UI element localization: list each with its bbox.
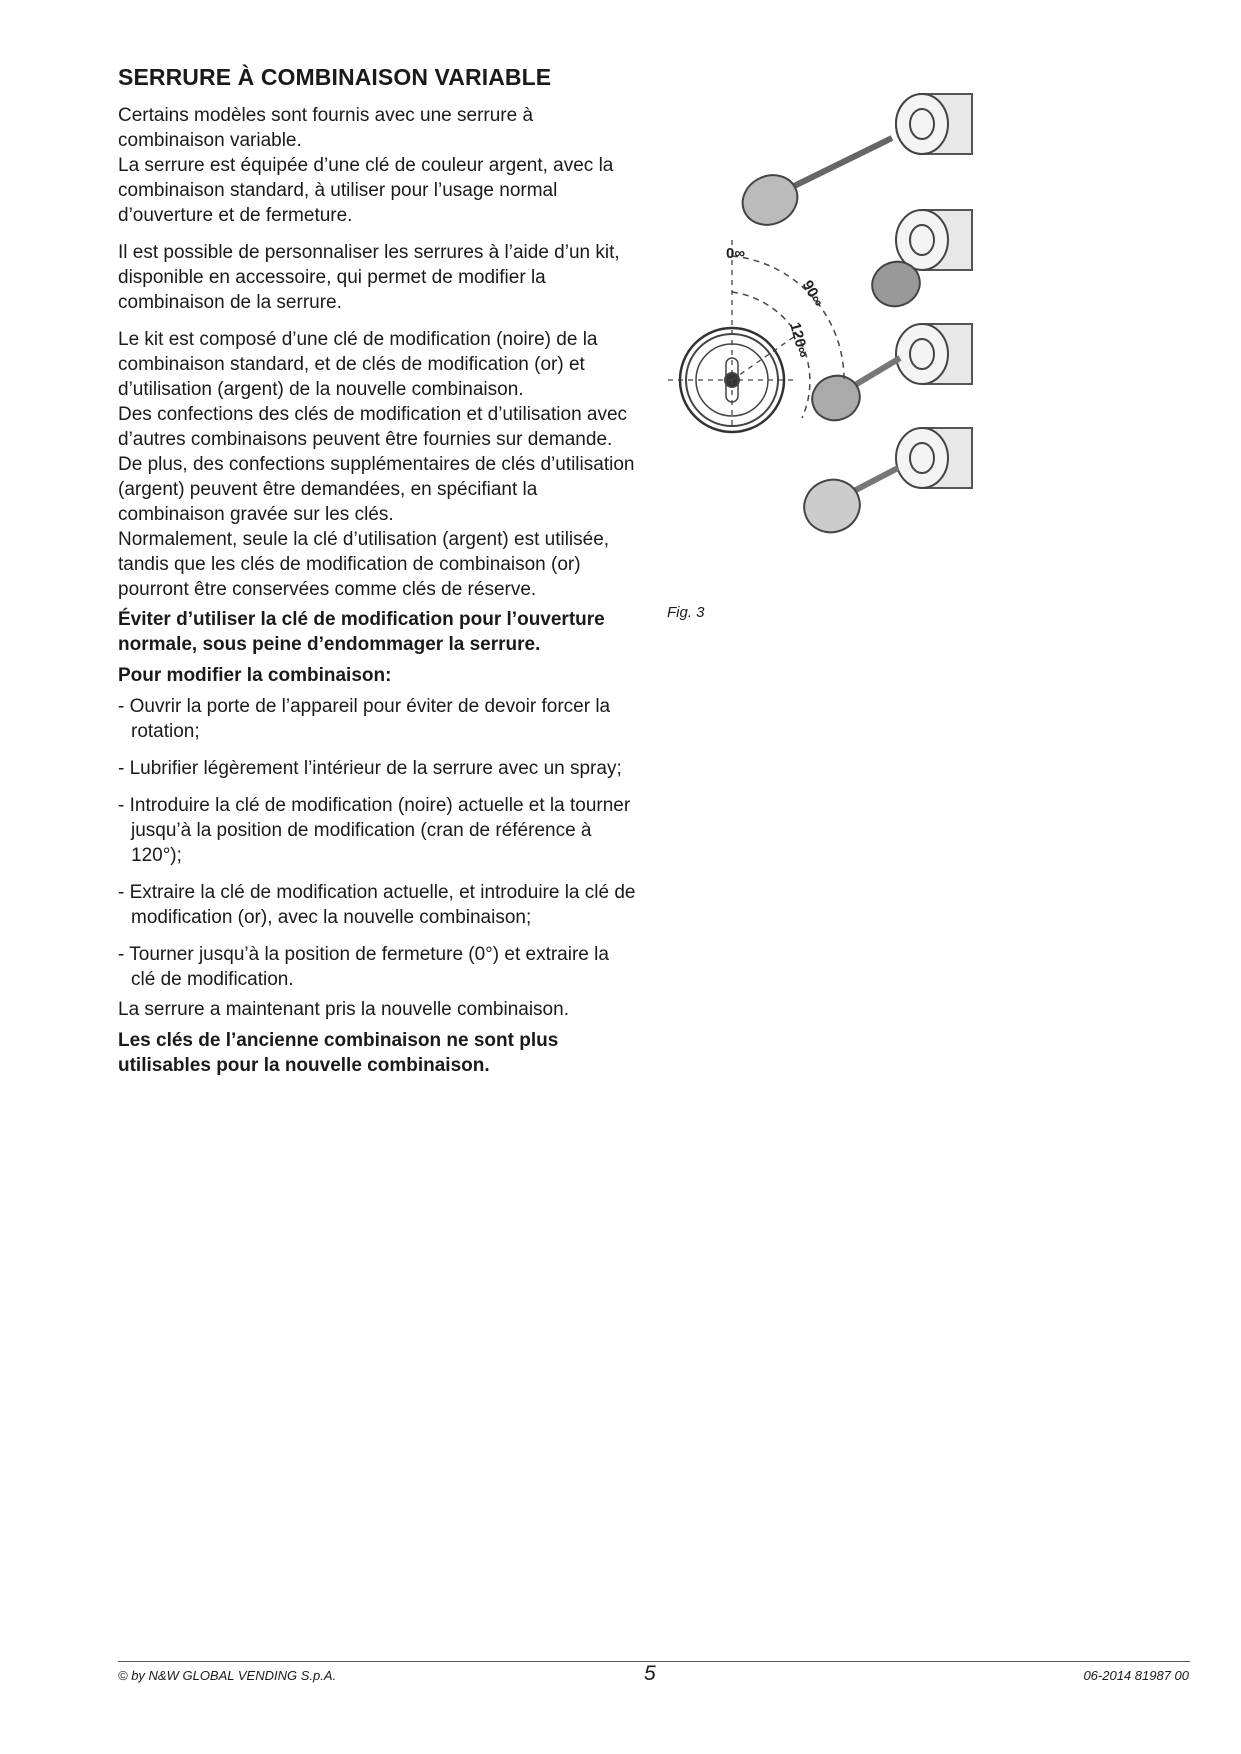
lock-figure: [660, 88, 1020, 588]
lock-cylinder-2: [866, 210, 972, 313]
list-item: - Extraire la clé de modification actuelle, et introduire la clé de modification (or), avec la nouvelle combinaison;: [118, 882, 636, 928]
paragraph: Il est possible de personnaliser les serrures à l’aide d’un kit, disponible en accessoire, qui permet de modifier la combinaison de la serrure.: [118, 242, 620, 313]
paragraph: La serrure est équipée d’une clé de couleur argent, avec la combinaison standard, à utiliser pour l’usage normal d’ouverture et de fermeture.: [118, 155, 614, 226]
steps-heading: Pour modifier la combinaison:: [118, 665, 392, 686]
angle-label-120: 120∞: [786, 320, 812, 360]
list-item: - Introduire la clé de modification (noire) actuelle et la tourner jusqu’à la position de modification (cran de référence à 120°);: [118, 795, 631, 866]
warning-text: Éviter d’utiliser la clé de modification pour l’ouverture normale, sous peine d’endommager la serrure.: [118, 609, 605, 655]
final-note: Les clés de l’ancienne combinaison ne sont plus utilisables pour la nouvelle combinaison.: [118, 1030, 559, 1076]
angle-label-0: 0∞: [726, 245, 746, 262]
lock-cylinder-3: [806, 324, 972, 427]
main-text-column: [118, 64, 638, 1090]
paragraph: De plus, des confections supplémentaires de clés d’utilisation (argent) peuvent être demandées, en spécifiant la combinaison gravée sur les clés.: [118, 454, 635, 525]
paragraph: Des confections des clés de modification et d’utilisation avec d’autres combinaisons peuvent être fournies sur demande.: [118, 404, 628, 450]
footer-doc-ref: 06-2014 81987 00: [1083, 1668, 1189, 1683]
page-number: 5: [644, 1662, 656, 1685]
paragraph: Certains modèles sont fournis avec une serrure à combinaison variable.: [118, 105, 534, 151]
conclusion-text: La serrure a maintenant pris la nouvelle combinaison.: [118, 999, 569, 1020]
angle-label-90: 90∞: [798, 277, 827, 310]
steps-list: [118, 694, 638, 992]
footer-copyright: © by N&W GLOBAL VENDING S.p.A.: [118, 1668, 337, 1683]
page-title: SERRURE À COMBINAISON VARIABLE: [118, 64, 552, 90]
lock-illustration: [660, 88, 1020, 588]
paragraph: Normalement, seule la clé d’utilisation (argent) est utilisée, tandis que les clés de modification de combinaison (or) pourront être conservées comme clés de réserve.: [118, 529, 610, 600]
lock-cylinder-4: [797, 428, 972, 540]
paragraph: Le kit est composé d’une clé de modification (noire) de la combinaison standard, et de clés de modification (or) et d’utilisation (argent) de la nouvelle combinaison.: [118, 329, 598, 400]
list-item: - Ouvrir la porte de l’appareil pour éviter de devoir forcer la rotation;: [118, 696, 611, 742]
list-item: - Tourner jusqu’à la position de fermeture (0°) et extraire la clé de modification.: [118, 944, 609, 990]
figure-caption: Fig. 3: [667, 604, 705, 621]
list-item: - Lubrifier légèrement l’intérieur de la serrure avec un spray;: [118, 758, 622, 779]
